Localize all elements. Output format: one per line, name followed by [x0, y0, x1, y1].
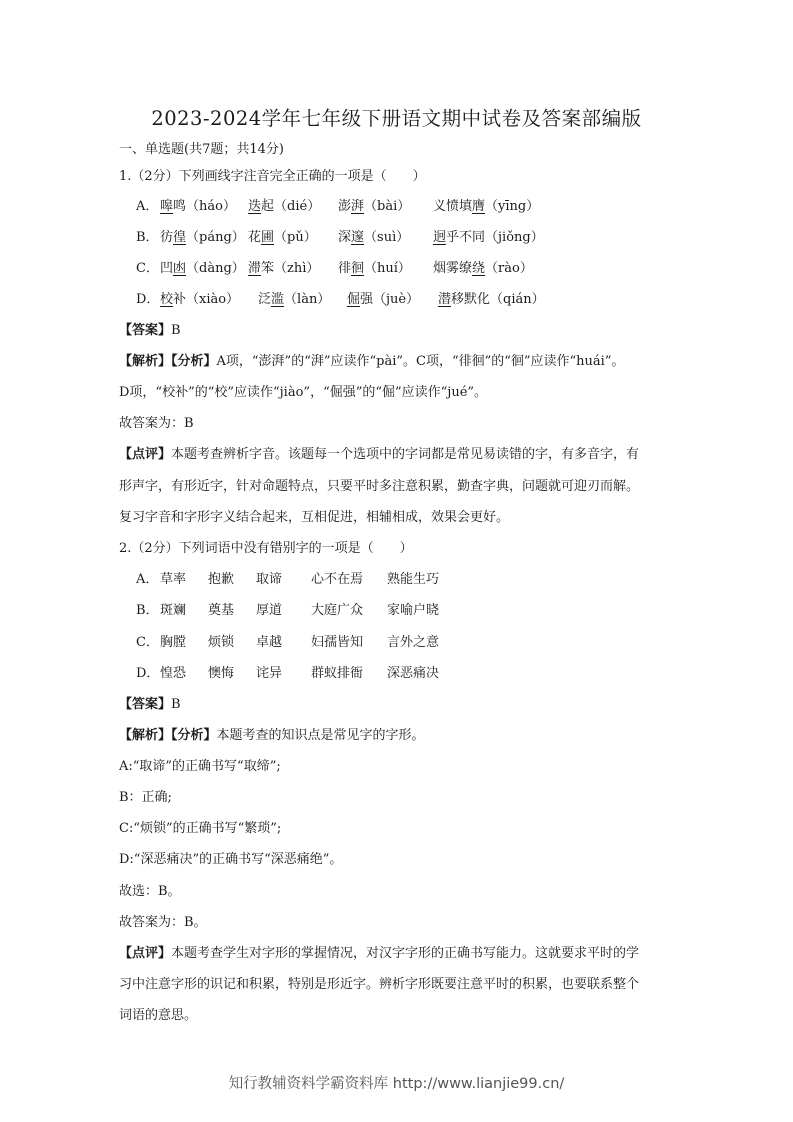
option-word: 诧异: [256, 666, 283, 681]
option-item: 烟雾缭绕（rào）: [433, 261, 533, 276]
option-word: 深恶痛决: [387, 666, 440, 681]
option-word: 厚道: [256, 603, 283, 618]
question-2-option-b: [136, 603, 439, 619]
question-2-analysis-d: D:“深恶痛决”的正确书写“深恶痛绝”。: [119, 852, 343, 867]
question-2-analysis-a: A:“取谛”的正确书写“取缔”;: [119, 759, 281, 774]
option-item: 滞笨（zhì）: [248, 261, 320, 276]
question-1-option-c: [136, 261, 533, 277]
option-letter: A．: [136, 572, 159, 587]
option-item: 彷徨（páng）: [160, 230, 245, 245]
option-word: 取谛: [256, 572, 283, 587]
option-word: 心不在焉: [311, 572, 364, 587]
question-2-comment: 【点评】本题考查学生对字形的掌握情况，对汉字字形的正确书写能力。这就要求平时的学: [119, 946, 640, 961]
question-1-option-d: [136, 292, 545, 308]
question-1-comment: 【点评】本题考查辨析字音。该题每一个选项中的字词都是常见易读错的字，有多音字，有: [119, 447, 640, 462]
option-item: 深邃（suì）: [338, 230, 410, 245]
option-word: 胸膛: [160, 635, 187, 650]
option-item: 嗥鸣（háo）: [160, 199, 236, 214]
option-item: 凹凼（dàng）: [160, 261, 245, 276]
option-word: 大庭广众: [311, 603, 364, 618]
question-2-option-d: [136, 666, 439, 682]
option-word: 家喻户晓: [387, 603, 440, 618]
question-1-analysis-cont: D项，“校补”的“校”应读作“jiào”，“倔强”的“倔”应读作“jué”。: [119, 385, 488, 400]
option-letter: B．: [136, 230, 159, 245]
question-2-analysis-b: B：正确;: [119, 790, 172, 805]
option-word: 懊悔: [208, 666, 235, 681]
option-item: 迥乎不同（jiǒng）: [433, 230, 544, 245]
option-word: 烦锁: [208, 635, 235, 650]
option-word: 草率: [160, 572, 187, 587]
footer-watermark: 知行教辅资料学霸资料库 http://www.lianjie99.cn/: [228, 1076, 565, 1092]
question-1-option-a: [136, 199, 539, 215]
question-1-answer: 【答案】B: [119, 323, 181, 338]
question-2-comment-cont: 词语的意思。: [119, 1008, 198, 1023]
option-item: 校补（xiào）: [160, 292, 240, 307]
option-word: 斑斓: [160, 603, 187, 618]
option-letter: D．: [136, 292, 160, 307]
option-letter: C．: [136, 261, 159, 276]
section-heading: 一、单选题(共7题；共14分): [119, 142, 284, 157]
option-word: 言外之意: [387, 635, 440, 650]
option-letter: A．: [136, 199, 159, 214]
option-item: 倔强（juè）: [347, 292, 420, 307]
question-2-option-a: [136, 572, 439, 588]
option-item: 义愤填膺（yīng）: [433, 199, 540, 214]
question-1-comment-cont: 复习字音和字形字义结合起来，互相促进，相辅相成，效果会更好。: [119, 510, 510, 525]
option-word: 抱歉: [208, 572, 235, 587]
option-item: 潜移默化（qián）: [438, 292, 545, 307]
option-item: 花圃（pǔ）: [248, 230, 317, 245]
option-item: 澎湃（bài）: [338, 199, 411, 214]
option-item: 徘徊（huí）: [338, 261, 411, 276]
question-2-analysis-c: C:“烦锁”的正确书写“繁琐”;: [119, 821, 282, 836]
option-letter: B．: [136, 603, 159, 618]
option-word: 卓越: [256, 635, 283, 650]
option-word: 奠基: [208, 603, 235, 618]
option-word: 熟能生巧: [387, 572, 440, 587]
question-1-stem: 1.（2分）下列画线字注音完全正确的一项是（ ）: [119, 169, 426, 184]
option-letter: D．: [136, 666, 160, 681]
question-2-stem: 2.（2分）下列词语中没有错别字的一项是（ ）: [119, 541, 413, 556]
option-word: 群蚁排衙: [311, 666, 364, 681]
option-item: 泛滥（làn）: [258, 292, 331, 307]
option-word: 妇孺皆知: [311, 635, 364, 650]
question-2-answer: 【答案】B: [119, 697, 181, 712]
question-2-choose: 故选：B。: [119, 884, 181, 899]
option-letter: C．: [136, 635, 159, 650]
question-2-option-c: [136, 635, 439, 651]
question-1-option-b: [136, 230, 544, 246]
question-2-analysis: 【解析】【分析】本题考查的知识点是常见字的字形。: [119, 728, 425, 743]
question-1-analysis: 【解析】【分析】A项，“澎湃”的“湃”应读作“pài”。C项，“徘徊”的“徊”应读作“huái”。: [119, 354, 625, 369]
question-2-conclusion: 故答案为：B。: [119, 915, 207, 930]
page-title: 2023-2024学年七年级下册语文期中试卷及答案部编版: [151, 107, 642, 130]
option-word: 惶恐: [160, 666, 187, 681]
question-1-comment-cont: 形声字，有形近字，针对命题特点，只要平时多注意积累，勤查字典，问题就可迎刃而解。: [119, 479, 640, 494]
question-2-comment-cont: 习中注意字形的识记和积累，特别是形近字。辨析字形既要注意平时的积累，也要联系整个: [119, 977, 640, 992]
option-item: 迭起（dié）: [248, 199, 321, 214]
question-1-conclusion: 故答案为：B: [119, 416, 194, 431]
